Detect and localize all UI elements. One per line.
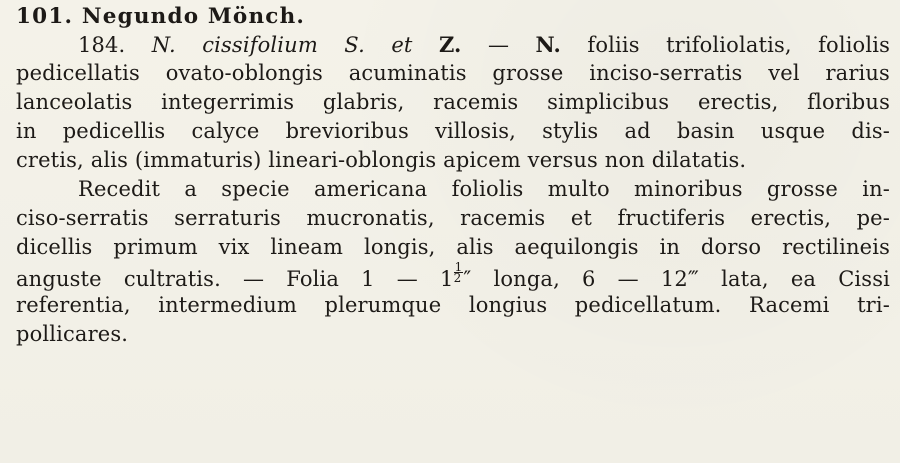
- diagnosis-start: foliis trifoliolatis, foliolis: [587, 33, 891, 57]
- fraction-denominator: 2: [453, 271, 462, 285]
- fraction-numerator: 1: [454, 260, 463, 274]
- genus-abbrev: N.: [535, 32, 561, 57]
- remarks-line: Recedit a specie americana foliolis multo minoribus grosse in-: [78, 177, 890, 201]
- remarks-line: pollicares.: [16, 322, 129, 346]
- species-author: Z.: [438, 32, 462, 57]
- species-line: [16, 30, 890, 59]
- page-text: [16, 0, 890, 349]
- fraction-half: [454, 262, 464, 283]
- remarks-line: ciso-serratis serraturis mucronatis, racemis et fructiferis erectis, pe-: [16, 206, 890, 230]
- species-number: 184.: [78, 33, 126, 57]
- genus-heading: 101. Negundo Mönch.: [16, 4, 306, 29]
- species-name: N. cissifolium S. et: [151, 33, 413, 57]
- diagnosis-line: lanceolatis integerrimis glabris, racemis simplicibus erectis, floribus: [16, 90, 890, 114]
- diagnosis-line: pedicellatis ovato-oblongis acuminatis grosse inciso-serratis vel rarius: [16, 61, 890, 85]
- folia-line: [16, 262, 890, 291]
- folia-before: anguste cultratis. — Folia 1 — 1: [16, 267, 454, 291]
- diagnosis-line: cretis, alis (immaturis) lineari-oblongis apicem versus non dilatatis.: [16, 148, 747, 172]
- diagnosis-line: in pedicellis calyce brevioribus villosis, stylis ad basin usque dis-: [16, 119, 890, 143]
- remarks-line: referentia, intermedium plerumque longius pedicellatum. Racemi tri-: [16, 293, 890, 317]
- folia-after: ″ longa, 6 — 12‴ lata, ea Cissi: [463, 267, 890, 291]
- species-dash: —: [487, 33, 510, 57]
- remarks-line: dicellis primum vix lineam longis, alis aequilongis in dorso rectilineis: [16, 235, 890, 259]
